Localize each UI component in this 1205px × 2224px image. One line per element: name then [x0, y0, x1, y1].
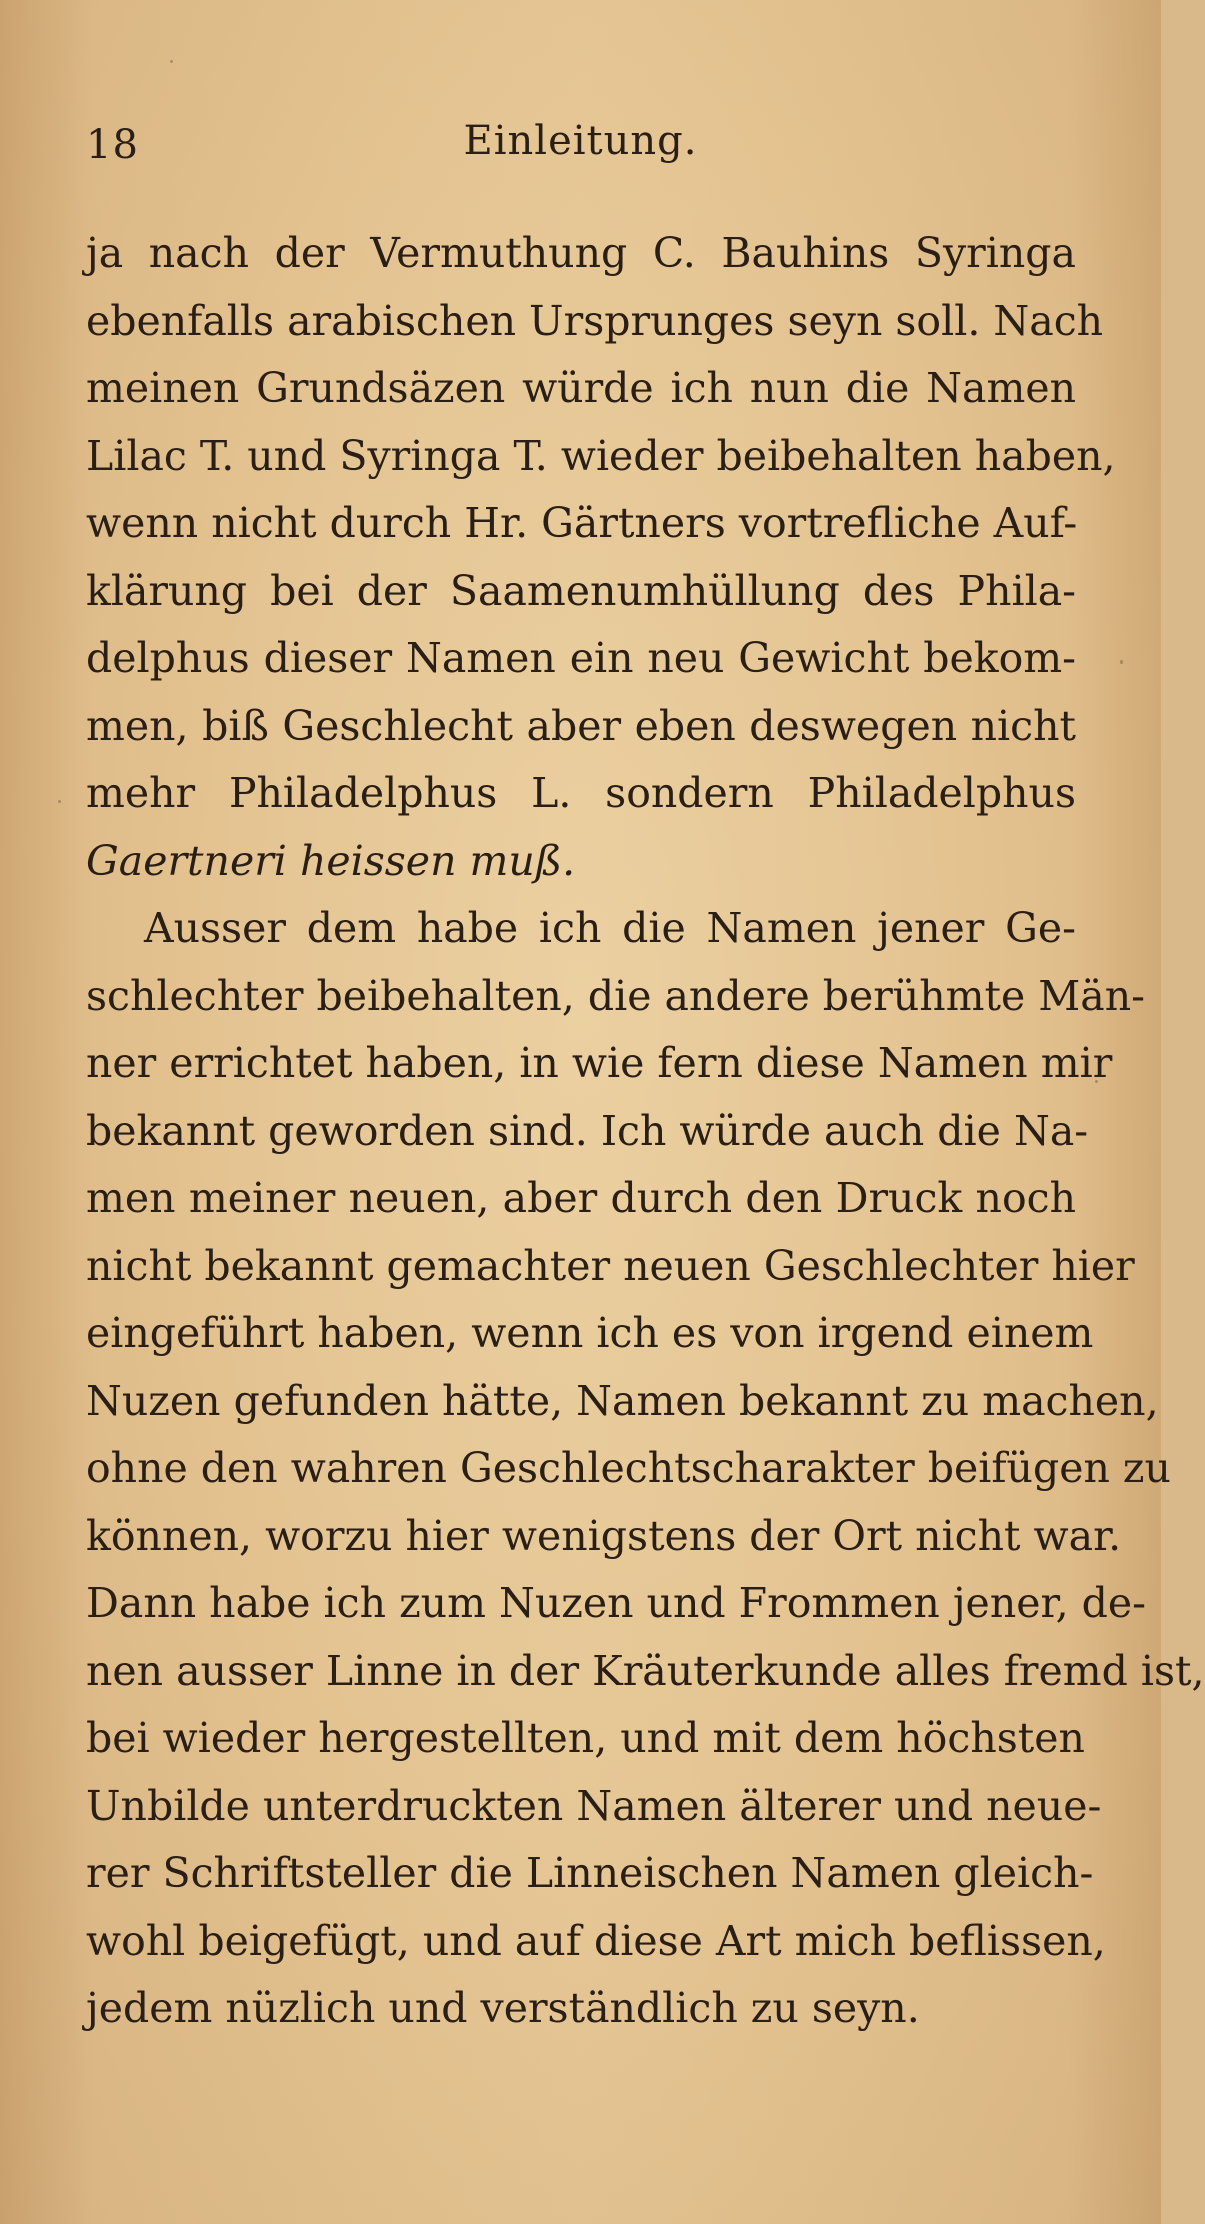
running-head: Einleitung. [463, 118, 698, 164]
text-line [86, 828, 1076, 896]
text-line: nen ausser Linne in der Kräuterkunde alles fremd ist, [86, 1646, 1205, 1695]
text-line: eingeführt haben, wenn ich es von irgend einem [86, 1309, 1094, 1357]
paragraph-1 [86, 220, 1116, 895]
text-line: men, biß Geschlecht aber eben deswegen nicht [86, 701, 1076, 750]
text-line: Ausser dem habe ich die Namen jener Ge- [144, 904, 1076, 952]
text-line: delphus dieser Namen ein neu Gewicht bekom- [86, 634, 1076, 682]
text-line: ja nach der Vermuthung C. Bauhins Syringa [86, 229, 1076, 277]
text-line: klärung bei der Saamenumhüllung des Phila- [86, 566, 1076, 615]
text-line: ohne den wahren Geschlechtscharakter beifügen zu [86, 1444, 1171, 1492]
text-line: Lilac T. und Syringa T. wieder beibehalten haben, [86, 431, 1116, 480]
text-line: rer Schriftsteller die Linneischen Namen gleich- [86, 1849, 1094, 1897]
text-line: nicht bekannt gemachter neuen Geschlechter hier [86, 1241, 1135, 1290]
text-line: ner errichtet haben, in wie fern diese Namen mir [86, 1039, 1113, 1087]
paper-speck [170, 60, 173, 63]
text-line: Nuzen gefunden hätte, Namen bekannt zu machen, [86, 1376, 1159, 1425]
text-line: wenn nicht durch Hr. Gärtners vortrefliche Auf- [86, 499, 1078, 547]
text-line: men meiner neuen, aber durch den Druck noch [86, 1174, 1076, 1222]
text-line: meinen Grundsäzen würde ich nun die Namen [86, 364, 1076, 412]
text-line: Unbilde unterdruckten Namen älterer und neue- [86, 1781, 1102, 1830]
text-line: wohl beigefügt, und auf diese Art mich beflissen, [86, 1916, 1106, 1965]
text-line: bei wieder hergestellten, und mit dem höchsten [86, 1714, 1085, 1762]
paper-speck [58, 800, 61, 803]
page-number: 18 [86, 122, 139, 168]
paragraph-2 [86, 895, 1205, 2043]
text-line: können, worzu hier wenigstens der Ort nicht war. [86, 1511, 1122, 1560]
paper-speck [1120, 660, 1123, 664]
text-line: bekannt geworden sind. Ich würde auch die Na- [86, 1106, 1089, 1155]
italic-text: Gaertneri heissen muß. [86, 836, 576, 885]
text-line: schlechter beibehalten, die andere berühmte Män- [86, 971, 1145, 1020]
body-text [86, 220, 1205, 2043]
text-line: ebenfalls arabischen Ursprunges seyn soll. Nach [86, 296, 1104, 345]
text-line: mehr Philadelphus L. sondern Philadelphus [86, 769, 1076, 817]
text-line: Dann habe ich zum Nuzen und Frommen jener, de- [86, 1579, 1147, 1627]
text-line: jedem nüzlich und verständlich zu seyn. [86, 1984, 920, 2032]
